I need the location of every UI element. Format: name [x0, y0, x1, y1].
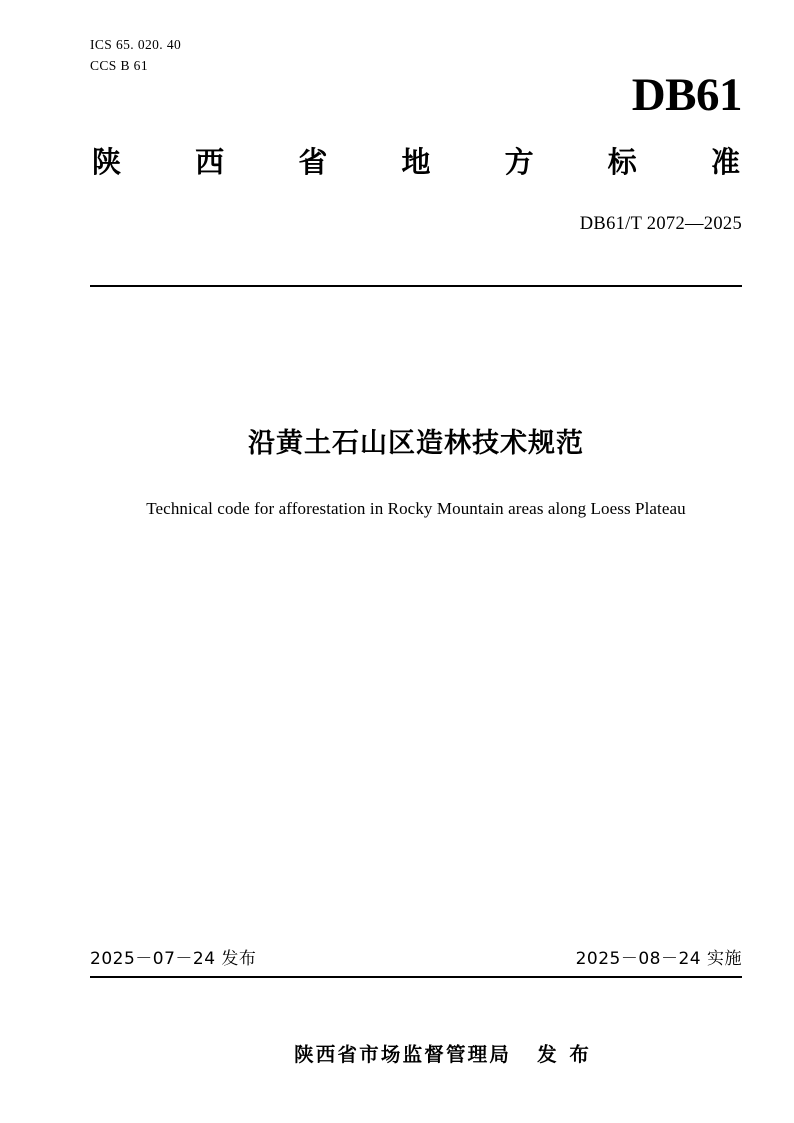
dates-row	[90, 944, 742, 969]
standard-type-char-7: 准	[710, 145, 740, 179]
page-content	[90, 0, 742, 1123]
ics-block	[90, 34, 181, 76]
issuer-suffix: 发 布	[537, 1043, 592, 1066]
standard-type-char-5: 方	[504, 145, 534, 179]
db61-logo: DB61	[631, 69, 742, 121]
issue-date: 2025－07－24 发布	[90, 949, 257, 969]
document-title-english: Technical code for afforestation in Rocky Mountain areas along Loess Plateau	[146, 499, 686, 518]
footer-divider	[90, 976, 742, 978]
issuer-name: 陕西省市场监督管理局	[294, 1043, 512, 1066]
standard-type-char-1: 陕	[92, 145, 122, 179]
standard-type-char-2: 西	[195, 145, 225, 179]
standard-type-title	[92, 145, 740, 179]
standard-type-char-4: 地	[401, 145, 431, 179]
standard-type-char-6: 标	[607, 145, 637, 179]
document-title-chinese: 沿黄土石山区造林技术规范	[248, 428, 584, 459]
ccs-code: CCS B 61	[90, 58, 148, 73]
implement-date: 2025－08－24 实施	[575, 949, 742, 969]
standard-number: DB61/T 2072—2025	[579, 214, 742, 234]
issuer-row	[90, 1016, 742, 1090]
standard-type-char-3: 省	[298, 145, 328, 179]
ics-code: ICS 65. 020. 40	[90, 37, 182, 52]
header-divider	[90, 285, 742, 287]
